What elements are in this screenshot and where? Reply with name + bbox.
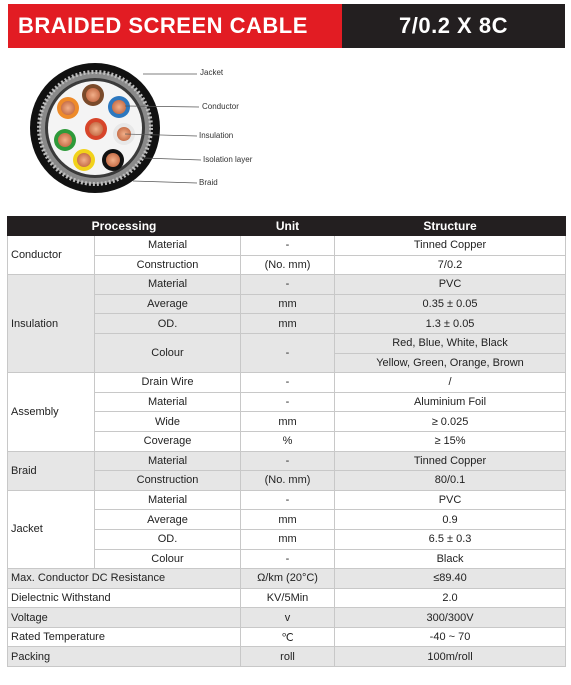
label-insulation: Insulation (199, 131, 234, 140)
table-row (8, 627, 566, 647)
row-value: 300/300V (335, 608, 566, 628)
spec-block (342, 4, 565, 48)
row-unit: - (241, 451, 335, 471)
row-name: OD. (95, 314, 241, 334)
row-unit: - (241, 549, 335, 569)
row-value: PVC (335, 275, 566, 295)
cable-cross-section-diagram (25, 56, 325, 201)
row-value: Black (335, 549, 566, 569)
title-banner (8, 4, 565, 48)
header-structure: Structure (335, 217, 566, 236)
group-label-insulation: Insulation (8, 275, 95, 373)
row-unit: mm (241, 294, 335, 314)
table-row (8, 608, 566, 628)
row-unit: - (241, 275, 335, 295)
row-unit: (No. mm) (241, 471, 335, 491)
row-value: Tinned Copper (335, 236, 566, 256)
row-name: Wide (95, 412, 241, 432)
row-unit: mm (241, 529, 335, 549)
table-row (8, 451, 566, 471)
row-value: 1.3 ± 0.05 (335, 314, 566, 334)
row-value: 2.0 (335, 588, 566, 608)
row-name: Average (95, 510, 241, 530)
row-name: Material (95, 490, 241, 510)
row-value: Red, Blue, White, Black (335, 333, 566, 353)
row-unit: - (241, 333, 335, 372)
row-name: Material (95, 236, 241, 256)
row-value: ≥ 15% (335, 431, 566, 451)
table-row (8, 236, 566, 256)
row-name: Material (95, 392, 241, 412)
row-value: 7/0.2 (335, 255, 566, 275)
page-title: BRAIDED SCREEN CABLE (18, 13, 308, 38)
row-name: Colour (95, 333, 241, 372)
row-value: / (335, 373, 566, 393)
table-row (8, 588, 566, 608)
row-value: 100m/roll (335, 647, 566, 667)
header-unit: Unit (241, 217, 335, 236)
row-unit: roll (241, 647, 335, 667)
title-block (8, 4, 342, 48)
row-name: Material (95, 275, 241, 295)
row-unit: KV/5Min (241, 588, 335, 608)
row-name: Packing (8, 647, 241, 667)
cable-illustration (25, 56, 325, 201)
label-braid: Braid (199, 178, 218, 187)
row-unit: - (241, 236, 335, 256)
table-header-row (8, 217, 566, 236)
row-unit: mm (241, 314, 335, 334)
row-value: 6.5 ± 0.3 (335, 529, 566, 549)
row-name: OD. (95, 529, 241, 549)
row-name: Construction (95, 471, 241, 491)
row-value: Aluminium Foil (335, 392, 566, 412)
table-row (8, 373, 566, 393)
row-unit: - (241, 373, 335, 393)
table-row (8, 275, 566, 295)
row-unit: v (241, 608, 335, 628)
row-unit: mm (241, 510, 335, 530)
row-name: Voltage (8, 608, 241, 628)
row-name: Colour (95, 549, 241, 569)
row-value: 0.9 (335, 510, 566, 530)
row-name: Average (95, 294, 241, 314)
row-name: Max. Conductor DC Resistance (8, 569, 241, 589)
table-row (8, 569, 566, 589)
row-name: Rated Temperature (8, 627, 241, 647)
row-name: Construction (95, 255, 241, 275)
row-name: Material (95, 451, 241, 471)
row-unit: - (241, 490, 335, 510)
row-unit: Ω/km (20°C) (241, 569, 335, 589)
row-value: -40 ~ 70 (335, 627, 566, 647)
table-row (8, 647, 566, 667)
spec-table (7, 216, 566, 667)
row-unit: (No. mm) (241, 255, 335, 275)
row-value: ≥ 0.025 (335, 412, 566, 432)
label-isolation-layer: Isolation layer (203, 155, 253, 164)
row-value: 0.35 ± 0.05 (335, 294, 566, 314)
row-value-continued: Yellow, Green, Orange, Brown (335, 353, 566, 373)
label-jacket: Jacket (200, 68, 224, 77)
row-name: Drain Wire (95, 373, 241, 393)
group-label-braid: Braid (8, 451, 95, 490)
label-conductor: Conductor (202, 102, 239, 111)
row-value: PVC (335, 490, 566, 510)
group-label-jacket: Jacket (8, 490, 95, 568)
row-unit: ℃ (241, 627, 335, 647)
row-name: Dielectnic Withstand (8, 588, 241, 608)
table-row (8, 490, 566, 510)
row-value: Tinned Copper (335, 451, 566, 471)
row-unit: - (241, 392, 335, 412)
cable-spec: 7/0.2 X 8C (399, 13, 508, 38)
group-label-conductor: Conductor (8, 236, 95, 275)
row-unit: mm (241, 412, 335, 432)
row-name: Coverage (95, 431, 241, 451)
row-value: ≤89.40 (335, 569, 566, 589)
header-processing: Processing (8, 217, 241, 236)
row-unit: % (241, 431, 335, 451)
group-label-assembly: Assembly (8, 373, 95, 451)
row-value: 80/0.1 (335, 471, 566, 491)
